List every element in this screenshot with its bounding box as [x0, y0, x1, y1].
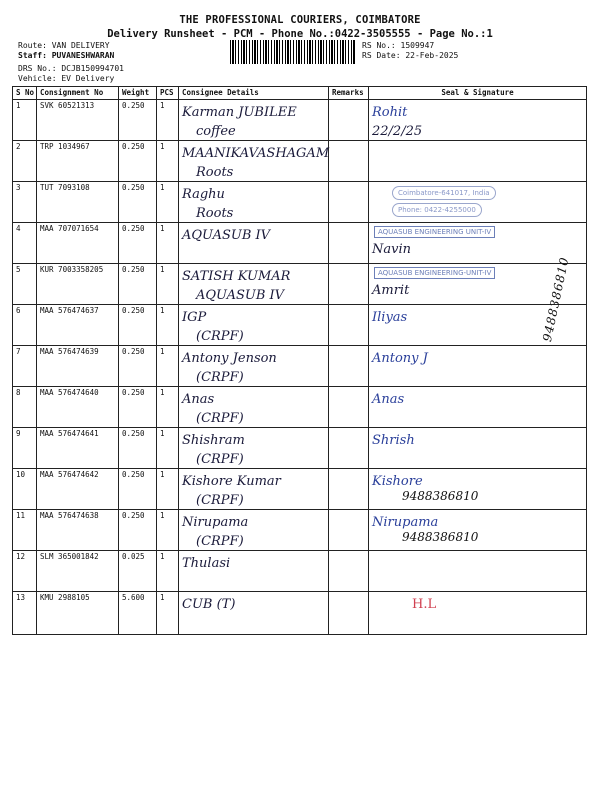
staff-label: Staff: PUVANESHWARAN [18, 51, 115, 60]
consignee-detail: (CRPF) [196, 411, 244, 426]
row-remarks [329, 469, 369, 510]
runsheet-table [12, 86, 587, 635]
row-pcs: 1 [157, 428, 179, 469]
row-weight: 0.250 [119, 223, 157, 264]
row-consignment: TUT 7093108 [37, 182, 119, 223]
consignee-detail: Roots [196, 206, 234, 221]
row-seal-signature [369, 141, 587, 182]
row-consignee [179, 592, 329, 635]
row-weight: 0.025 [119, 551, 157, 592]
row-sno: 3 [13, 182, 37, 223]
meta-right [362, 41, 458, 61]
signature-line-1: H.L [412, 597, 437, 612]
signature-line-1: Antony J [372, 351, 428, 366]
row-weight: 5.600 [119, 592, 157, 635]
meta-left [18, 41, 124, 84]
signature-line-1: Iliyas [372, 310, 408, 325]
row-consignment: MAA 576474639 [37, 346, 119, 387]
row-sno: 2 [13, 141, 37, 182]
row-weight: 0.250 [119, 182, 157, 223]
row-sno: 8 [13, 387, 37, 428]
col-consignee: Consignee Details [179, 87, 329, 100]
row-pcs: 1 [157, 469, 179, 510]
row-seal-signature [369, 469, 587, 510]
consignee-name: Antony Jenson [182, 351, 277, 366]
row-seal-signature [369, 387, 587, 428]
row-consignee [179, 387, 329, 428]
row-seal-signature [369, 592, 587, 635]
row-sno: 12 [13, 551, 37, 592]
signature-line-2: Phone: 0422-4255000 [392, 203, 482, 217]
row-weight: 0.250 [119, 100, 157, 141]
table-row [13, 387, 587, 428]
row-consignment: MAA 576474641 [37, 428, 119, 469]
signature-line-1: Anas [372, 392, 405, 407]
row-pcs: 1 [157, 592, 179, 635]
consignee-name: Kishore Kumar [182, 474, 281, 489]
row-consignee [179, 346, 329, 387]
row-consignment: KUR 7003358205 [37, 264, 119, 305]
row-seal-signature [369, 510, 587, 551]
vehicle-label: Vehicle: EV Delivery [18, 74, 115, 83]
consignee-name: Anas [182, 392, 215, 407]
table-row [13, 551, 587, 592]
row-sno: 11 [13, 510, 37, 551]
row-pcs: 1 [157, 510, 179, 551]
row-consignment: MAA 576474638 [37, 510, 119, 551]
row-consignee [179, 223, 329, 264]
row-weight: 0.250 [119, 428, 157, 469]
row-seal-signature [369, 100, 587, 141]
row-consignment: KMU 2988105 [37, 592, 119, 635]
row-pcs: 1 [157, 346, 179, 387]
row-seal-signature [369, 551, 587, 592]
col-consignment: Consignment No [37, 87, 119, 100]
row-weight: 0.250 [119, 346, 157, 387]
row-consignee [179, 428, 329, 469]
table-row [13, 305, 587, 346]
company-title: THE PROFESSIONAL COURIERS, COIMBATORE [179, 14, 421, 26]
row-remarks [329, 551, 369, 592]
rs-date: RS Date: 22-Feb-2025 [362, 51, 459, 60]
row-consignment: SVK 60521313 [37, 100, 119, 141]
table-row [13, 346, 587, 387]
col-weight: Weight [119, 87, 157, 100]
consignee-detail: (CRPF) [196, 452, 244, 467]
drs-label: DRS No.: DCJB150994701 [18, 64, 124, 73]
row-consignment: MAA 576474637 [37, 305, 119, 346]
row-consignee [179, 141, 329, 182]
signature-line-2: 22/2/25 [372, 124, 423, 139]
row-pcs: 1 [157, 141, 179, 182]
row-pcs: 1 [157, 182, 179, 223]
row-sno: 4 [13, 223, 37, 264]
consignee-name: Shishram [182, 433, 245, 448]
signature-line-1: Rohit [372, 105, 408, 120]
consignee-name: SATISH KUMAR [182, 269, 291, 284]
consignee-name: Thulasi [182, 556, 231, 571]
col-seal: Seal & Signature [369, 87, 587, 100]
row-consignment: MAA 707071654 [37, 223, 119, 264]
signature-line-1: AQUASUB ENGINEERING-UNIT-IV [374, 267, 495, 279]
consignee-detail: coffee [196, 124, 236, 139]
row-sno: 13 [13, 592, 37, 635]
table-row [13, 592, 587, 635]
row-seal-signature [369, 182, 587, 223]
table-row [13, 223, 587, 264]
row-pcs: 1 [157, 551, 179, 592]
col-sno: S No [13, 87, 37, 100]
runsheet-subtitle: Delivery Runsheet - PCM - Phone No.:0422-3505555 - Page No.:1 [107, 28, 493, 40]
row-weight: 0.250 [119, 510, 157, 551]
col-remarks: Remarks [329, 87, 369, 100]
consignee-detail: AQUASUB IV [196, 288, 285, 303]
row-seal-signature [369, 223, 587, 264]
row-consignee [179, 182, 329, 223]
row-consignment: MAA 576474642 [37, 469, 119, 510]
row-remarks [329, 141, 369, 182]
margin-phone-note: 9488386810 [540, 255, 572, 343]
table-row [13, 469, 587, 510]
row-remarks [329, 182, 369, 223]
consignee-name: MAANIKAVASHAGAM [182, 146, 330, 161]
row-consignee [179, 264, 329, 305]
signature-line-1: Nirupama [372, 515, 439, 530]
row-remarks [329, 223, 369, 264]
consignee-name: Raghu [182, 187, 225, 202]
row-remarks [329, 305, 369, 346]
row-seal-signature [369, 428, 587, 469]
consignee-detail: (CRPF) [196, 493, 244, 508]
consignee-detail: (CRPF) [196, 329, 244, 344]
consignee-name: Karman JUBILEE [182, 105, 297, 120]
signature-line-1: Coimbatore-641017, India [392, 186, 496, 200]
consignee-name: CUB (T) [182, 597, 236, 612]
row-pcs: 1 [157, 100, 179, 141]
row-remarks [329, 264, 369, 305]
table-row [13, 182, 587, 223]
row-weight: 0.250 [119, 264, 157, 305]
consignee-detail: (CRPF) [196, 370, 244, 385]
row-remarks [329, 510, 369, 551]
row-sno: 9 [13, 428, 37, 469]
consignee-detail: (CRPF) [196, 534, 244, 549]
row-weight: 0.250 [119, 469, 157, 510]
row-weight: 0.250 [119, 305, 157, 346]
col-pcs: PCS [157, 87, 179, 100]
signature-line-2: 9488386810 [402, 489, 479, 503]
signature-line-1: Kishore [372, 474, 423, 489]
table-row [13, 428, 587, 469]
row-weight: 0.250 [119, 387, 157, 428]
row-remarks [329, 100, 369, 141]
consignee-detail: Roots [196, 165, 234, 180]
signature-line-1: Shrish [372, 433, 415, 448]
rs-number: RS No.: 1509947 [362, 41, 435, 50]
signature-line-1: AQUASUB ENGINEERING UNIT-IV [374, 226, 495, 238]
row-remarks [329, 387, 369, 428]
row-remarks [329, 592, 369, 635]
row-consignee [179, 551, 329, 592]
row-sno: 1 [13, 100, 37, 141]
row-consignee [179, 510, 329, 551]
row-pcs: 1 [157, 264, 179, 305]
row-seal-signature [369, 346, 587, 387]
row-consignment: MAA 576474640 [37, 387, 119, 428]
row-consignment: TRP 1034967 [37, 141, 119, 182]
row-pcs: 1 [157, 305, 179, 346]
row-sno: 5 [13, 264, 37, 305]
route-label: Route: VAN DELIVERY [18, 41, 110, 50]
row-remarks [329, 346, 369, 387]
signature-line-2: 9488386810 [402, 530, 479, 544]
consignee-name: AQUASUB IV [182, 228, 271, 243]
signature-line-2: Navin [372, 242, 411, 257]
table-row [13, 264, 587, 305]
signature-line-2: Amrit [372, 283, 410, 298]
row-remarks [329, 428, 369, 469]
row-consignee [179, 305, 329, 346]
row-pcs: 1 [157, 223, 179, 264]
table-header-row [13, 87, 587, 100]
barcode [230, 40, 355, 64]
table-row [13, 510, 587, 551]
row-pcs: 1 [157, 387, 179, 428]
row-sno: 7 [13, 346, 37, 387]
row-consignee [179, 100, 329, 141]
table-row [13, 100, 587, 141]
table-row [13, 141, 587, 182]
row-consignee [179, 469, 329, 510]
consignee-name: IGP [182, 310, 207, 325]
row-consignment: SLM 365001842 [37, 551, 119, 592]
consignee-name: Nirupama [182, 515, 249, 530]
row-sno: 10 [13, 469, 37, 510]
row-weight: 0.250 [119, 141, 157, 182]
row-sno: 6 [13, 305, 37, 346]
